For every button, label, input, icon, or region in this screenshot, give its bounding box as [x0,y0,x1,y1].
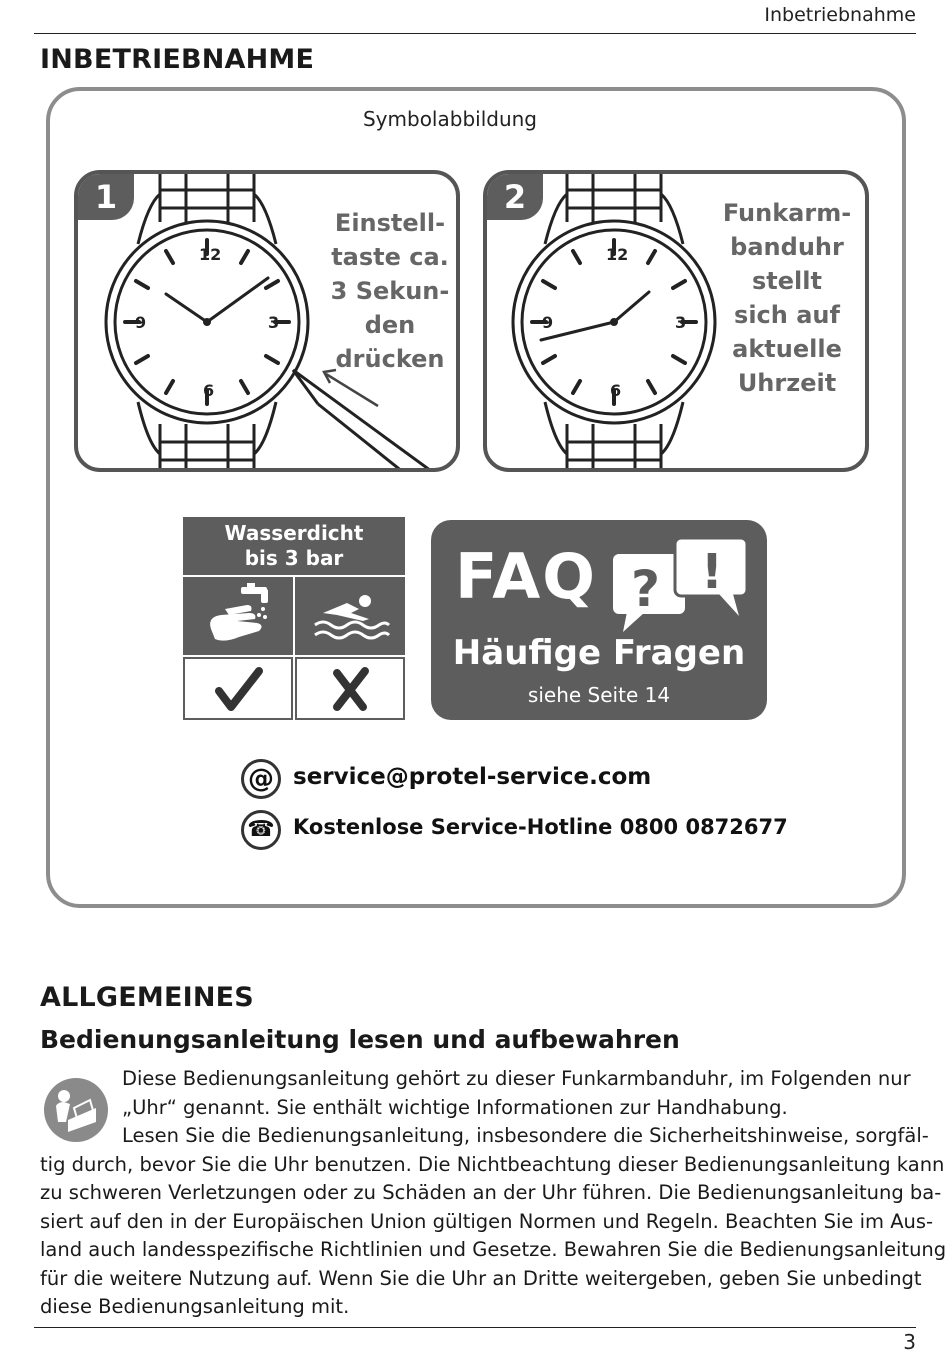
step-1-line: Einstell- [334,209,446,237]
step-2-badge: 2 [487,174,543,220]
step-2-line: banduhr [730,233,844,261]
svg-text:3: 3 [268,313,280,332]
step-2-description [719,196,855,400]
symbol-caption: Symbolabbildung [362,107,537,131]
page-number: 3 [903,1330,916,1354]
svg-text:3: 3 [675,313,687,332]
step-2-line: aktuelle [732,335,842,363]
water-resistance-title [183,517,405,575]
step-2-panel [483,170,869,472]
swimming-not-allowed-cell [295,657,405,720]
footer-rule [34,1327,916,1328]
setup-heading: INBETRIEBNAHME [40,44,315,75]
faq-word: FAQ [455,540,597,613]
step-2-line: stellt [752,267,822,295]
water-title-line: bis 3 bar [244,546,344,570]
running-header: Inbetriebnahme [764,4,916,26]
svg-text:12: 12 [606,245,629,264]
general-heading: ALLGEMEINES [40,982,254,1013]
faq-page-reference: siehe Seite 14 [527,683,671,707]
svg-text:6: 6 [203,381,215,400]
header-rule [34,33,916,34]
step-1-line: 3 Sekun- [330,277,450,305]
paragraph-line: zu schweren Verletzungen oder zu Schäden an der Uhr führen. Die Bedienungsanleitung ba- [40,1181,942,1204]
step-1-line: den [364,311,416,339]
at-sign-icon: @ [241,759,281,799]
service-hotline: Kostenlose Service-Hotline 0800 0872677 [293,815,788,839]
svg-text:9: 9 [135,313,147,332]
step-1-instruction [322,206,458,376]
faq-box [431,520,767,720]
paragraph-line: tig durch, bevor Sie die Uhr benutzen. Die Nichtbeachtung dieser Bedienungsanleitung kann [40,1152,945,1176]
step-1-line: taste ca. [331,243,449,271]
faq-title: Häufige Fragen [452,633,746,673]
paragraph-line: für die weitere Nutzung auf. Wenn Sie die Uhr an Dritte weitergeben, geben Sie unbedingt [40,1266,922,1290]
water-resistance-box [183,517,405,720]
step-1-line: drücken [335,345,445,373]
step-2-line: Funkarm- [722,199,852,227]
swimming-cell [295,577,405,655]
checkmark-icon [185,659,291,718]
water-title-line: Wasserdicht [224,521,364,545]
svg-text:6: 6 [610,381,622,400]
step-1-badge: 1 [78,174,134,220]
read-manual-heading: Bedienungsanleitung lesen und aufbewahren [40,1025,680,1054]
paragraph-line: „Uhr“ genannt. Sie enthält wichtige Informationen zur Handhabung. [122,1095,788,1119]
read-manual-paragraph [40,1065,947,1322]
step-2-line: sich auf [734,301,840,329]
paragraph-line: Lesen Sie die Bedienungsanleitung, insbesondere die Sicherheitshinweise, sorgfäl- [122,1124,929,1147]
speech-bubbles-icon [609,536,751,636]
paragraph-line: siert auf den in der Europäischen Union gültigen Normen und Regeln. Beachten Sie im Aus- [40,1209,934,1233]
step-1-panel [74,170,460,472]
telephone-icon: ☎ [241,810,281,850]
cross-icon [297,659,403,718]
svg-text:!: ! [701,544,723,600]
svg-text:?: ? [631,560,661,618]
service-email[interactable]: service@protel-service.com [293,764,652,790]
step-2-line: Uhrzeit [737,369,837,397]
svg-text:12: 12 [199,245,222,264]
paragraph-line: Diese Bedienungsanleitung gehört zu dieser Funkarmbanduhr, im Folgenden nur [122,1067,911,1090]
svg-text:9: 9 [542,313,554,332]
paragraph-line: land auch landesspezifische Richtlinien und Gesetze. Bewahren Sie die Bedienungsanleitung [40,1238,947,1261]
hand-washing-cell [183,577,293,655]
paragraph-line: diese Bedienungsanleitung mit. [40,1295,350,1318]
hand-washing-icon [185,579,291,653]
swimming-icon [297,579,403,653]
hand-washing-allowed-cell [183,657,293,720]
